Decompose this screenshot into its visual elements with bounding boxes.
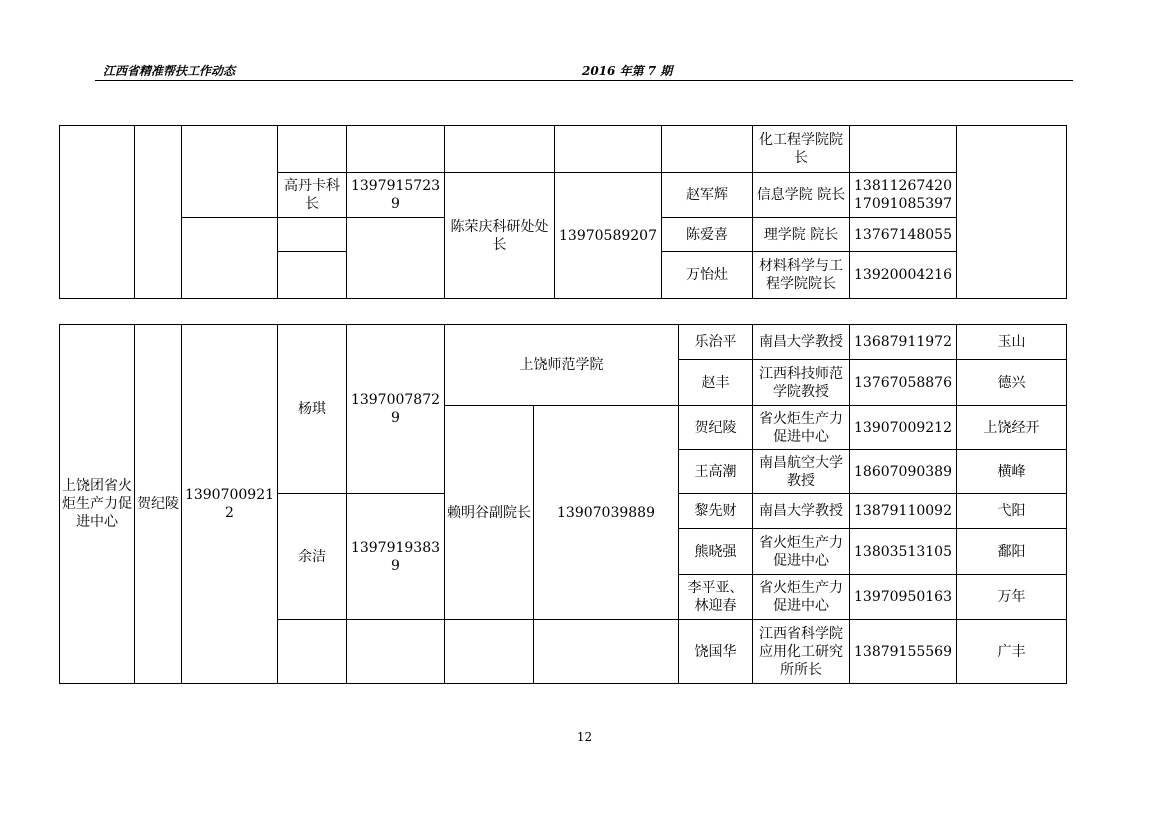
table-cell — [278, 126, 347, 173]
expert-name: 乐治平 — [679, 325, 753, 360]
county: 弋阳 — [957, 494, 1067, 529]
expert-title: 省火炬生产力促进中心 — [753, 529, 850, 575]
table-cell — [182, 218, 278, 299]
expert-title: 南昌大学教授 — [753, 325, 850, 360]
expert-phone: 13811267420 17091085397 — [850, 173, 957, 218]
table-cell — [445, 620, 534, 684]
expert-phone: 13907009212 — [850, 406, 957, 450]
college-contact-name: 陈荣庆科研处处长 — [445, 173, 555, 299]
table-cell — [445, 126, 555, 173]
county: 横峰 — [957, 450, 1067, 494]
expert-phone: 13970950163 — [850, 575, 957, 620]
college-contact-name: 赖明谷副院长 — [445, 406, 534, 620]
county: 上饶经开 — [957, 406, 1067, 450]
contact-name: 高丹卡科长 — [278, 173, 347, 218]
table-cell — [182, 126, 278, 218]
expert-title: 江西科技师范学院教授 — [753, 360, 850, 406]
table-cell — [347, 218, 445, 299]
header-issue: 2016 年第 7 期 — [582, 64, 673, 78]
expert-title: 省火炬生产力促进中心 — [753, 575, 850, 620]
table-cell — [278, 218, 347, 252]
table-cell — [347, 126, 445, 173]
expert-name: 赵军辉 — [662, 173, 753, 218]
table-cell — [850, 126, 957, 173]
expert-name: 万怡灶 — [662, 252, 753, 299]
expert-phone: 13879110092 — [850, 494, 957, 529]
unit-leader-phone: 13907009212 — [182, 325, 278, 684]
expert-phone: 13803513105 — [850, 529, 957, 575]
county: 万年 — [957, 575, 1067, 620]
expert-name: 黎先财 — [679, 494, 753, 529]
contact-phone: 13979193839 — [347, 494, 445, 620]
college-contact-phone: 13907039889 — [534, 406, 679, 620]
table-cell — [555, 126, 662, 173]
contact-name: 余洁 — [278, 494, 347, 620]
expert-title: 省火炬生产力促进中心 — [753, 406, 850, 450]
expert-name: 王高潮 — [679, 450, 753, 494]
header-rule — [95, 80, 1073, 81]
expert-name: 熊晓强 — [679, 529, 753, 575]
expert-name: 赵丰 — [679, 360, 753, 406]
table-cell — [347, 620, 445, 684]
table-cell — [278, 620, 347, 684]
expert-title: 材料科学与工程学院院长 — [753, 252, 850, 299]
table-cell — [662, 126, 753, 173]
assistance-table-continued — [59, 125, 1067, 299]
table-cell — [135, 126, 182, 299]
unit-leader: 贺纪陵 — [135, 325, 182, 684]
header-publication-title: 江西省精准帮扶工作动态 — [103, 64, 236, 78]
table-cell — [60, 126, 135, 299]
county: 鄱阳 — [957, 529, 1067, 575]
expert-title: 南昌大学教授 — [753, 494, 850, 529]
page-number: 12 — [576, 730, 593, 744]
expert-title: 化工程学院院长 — [753, 126, 850, 173]
expert-name: 李平亚、林迎春 — [679, 575, 753, 620]
college-contact-phone: 13970589207 — [555, 173, 662, 299]
county: 玉山 — [957, 325, 1067, 360]
expert-title: 江西省科学院应用化工研究所所长 — [753, 620, 850, 684]
contact-name: 杨琪 — [278, 325, 347, 494]
table-cell — [278, 252, 347, 299]
assisting-unit: 上饶团省火炬生产力促进中心 — [60, 325, 135, 684]
expert-title: 信息学院 院长 — [753, 173, 850, 218]
contact-phone: 13979157239 — [347, 173, 445, 218]
expert-phone: 13687911972 — [850, 325, 957, 360]
expert-name: 贺纪陵 — [679, 406, 753, 450]
expert-phone: 13767058876 — [850, 360, 957, 406]
contact-phone: 13970078729 — [347, 325, 445, 494]
expert-phone: 13767148055 — [850, 218, 957, 252]
expert-name: 陈爱喜 — [662, 218, 753, 252]
table-cell — [534, 620, 679, 684]
expert-phone: 13920004216 — [850, 252, 957, 299]
assistance-table-shangrao — [59, 324, 1067, 684]
college-name: 上饶师范学院 — [445, 325, 679, 406]
expert-name: 饶国华 — [679, 620, 753, 684]
expert-phone: 18607090389 — [850, 450, 957, 494]
county: 德兴 — [957, 360, 1067, 406]
expert-title: 南昌航空大学教授 — [753, 450, 850, 494]
expert-title: 理学院 院长 — [753, 218, 850, 252]
table-cell — [957, 126, 1067, 299]
expert-phone: 13879155569 — [850, 620, 957, 684]
county: 广丰 — [957, 620, 1067, 684]
